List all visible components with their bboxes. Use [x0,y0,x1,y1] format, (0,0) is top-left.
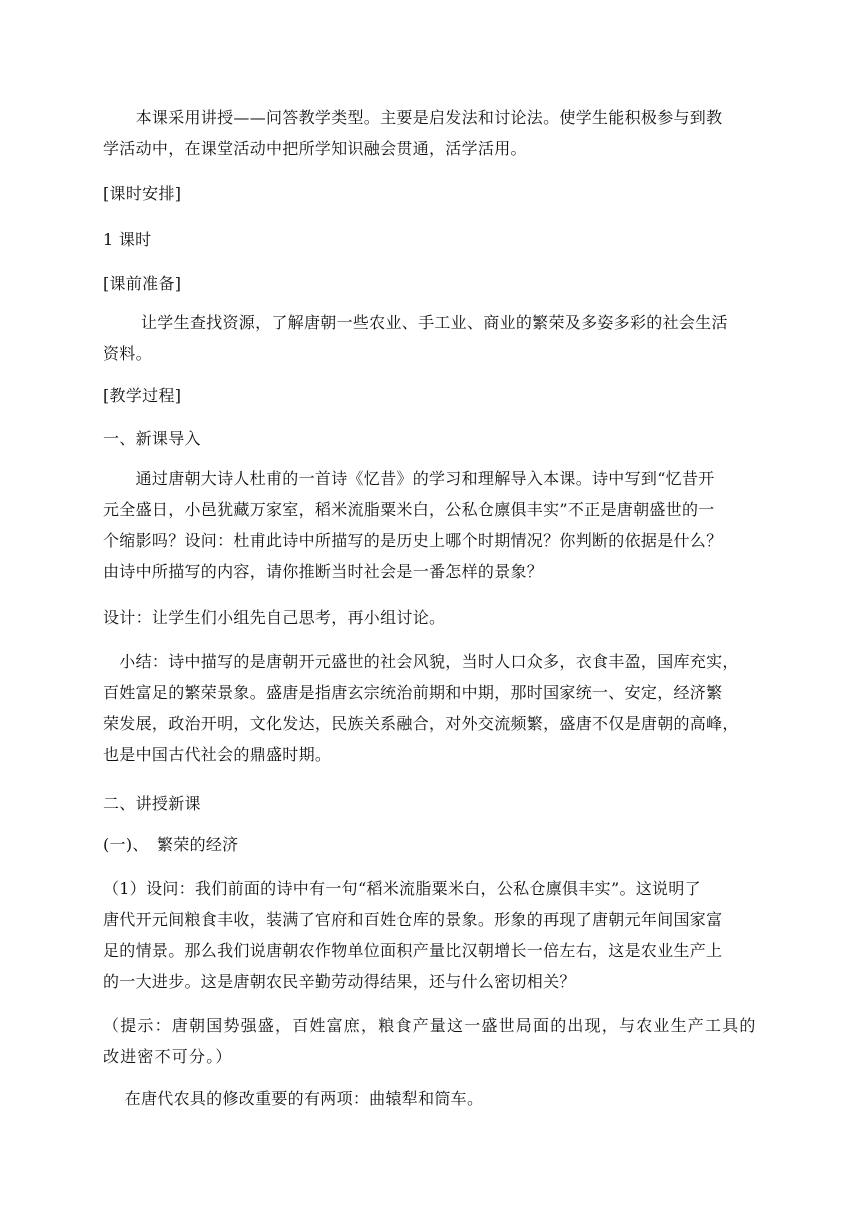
text-line: 通过唐朝大诗人杜甫的一首诗《忆昔》的学习和理解导入本课。诗中写到“忆昔开 [103,469,715,488]
text-line: 荣发展，政治开明，文化发达，民族关系融合，对外交流频繁，盛唐不仅是唐朝的高峰， [103,714,739,733]
text-line: 本课采用讲授——问答教学类型。主要是启发法和讨论法。使学生能积极参与到教 [103,108,723,127]
hint-paragraph [103,1010,763,1072]
design-paragraph: 设计：让学生们小组先自己思考，再小组讨论。 [103,608,446,627]
schedule-value: 1 课时 [103,230,152,249]
preparation-paragraph [103,307,763,369]
text-line: （提示：唐朝国势强盛，百姓富庶，粮食产量这一盛世局面的出现，与农业生产工具的 [103,1016,757,1035]
text-line: （1）设问：我们前面的诗中有一句“稻米流脂粟米白，公私仓廪俱丰实”。这说明了 [103,879,701,898]
text-line: 的一大进步。这是唐朝农民辛勤劳动得结果，还与什么密切相关？ [103,972,576,991]
section2-title: 二、讲授新课 [103,794,201,813]
text-line: 个缩影吗？设问：杜甫此诗中所描写的是历史上哪个时期情况？你判断的依据是什么？ [103,531,723,550]
text-line: 也是中国古代社会的鼎盛时期。 [103,745,332,764]
question1-paragraph [103,873,763,997]
text-line: 改进密不可分。） [103,1047,233,1066]
text-line: 小结：诗中描写的是唐朝开元盛世的社会风貌，当时人口众多，衣食丰盈，国库充实， [103,652,739,671]
tools-paragraph: 在唐代农具的修改重要的有两项：曲辕犁和筒车。 [103,1089,484,1108]
text-line: 元全盛日，小邑犹藏万家室，稻米流脂粟米白，公私仓廪俱丰实”不正是唐朝盛世的一 [103,500,715,519]
text-line: 百姓富足的繁荣景象。盛唐是指唐玄宗统治前期和中期，那时国家统一、安定，经济繁 [103,683,723,702]
heading-schedule: [课时安排] [103,184,182,203]
text-line: 唐代开元间粮食丰收，装满了官府和百姓仓库的景象。形象的再现了唐朝元年间国家富 [103,910,723,929]
text-line: 足的情景。那么我们说唐朝农作物单位面积产量比汉朝增长一倍左右，这是农业生产上 [103,941,723,960]
text-line: 让学生查找资源，了解唐朝一些农业、手工业、商业的繁荣及多姿多彩的社会生活 [103,313,728,332]
section1-body [103,463,763,587]
text-line: 学活动中，在课堂活动中把所学知识融会贯通，活学活用。 [103,139,527,158]
intro-method-paragraph [103,102,763,164]
summary-paragraph [103,646,763,770]
text-line: 由诗中所描写的内容，请你推断当时社会是一番怎样的景象？ [103,562,544,581]
subsection1-title: (一)、 繁荣的经济 [103,835,239,854]
heading-preparation: [课前准备] [103,274,182,293]
heading-process: [教学过程] [103,386,182,405]
text-line: 资料。 [103,344,152,363]
section1-title: 一、新课导入 [103,429,201,448]
